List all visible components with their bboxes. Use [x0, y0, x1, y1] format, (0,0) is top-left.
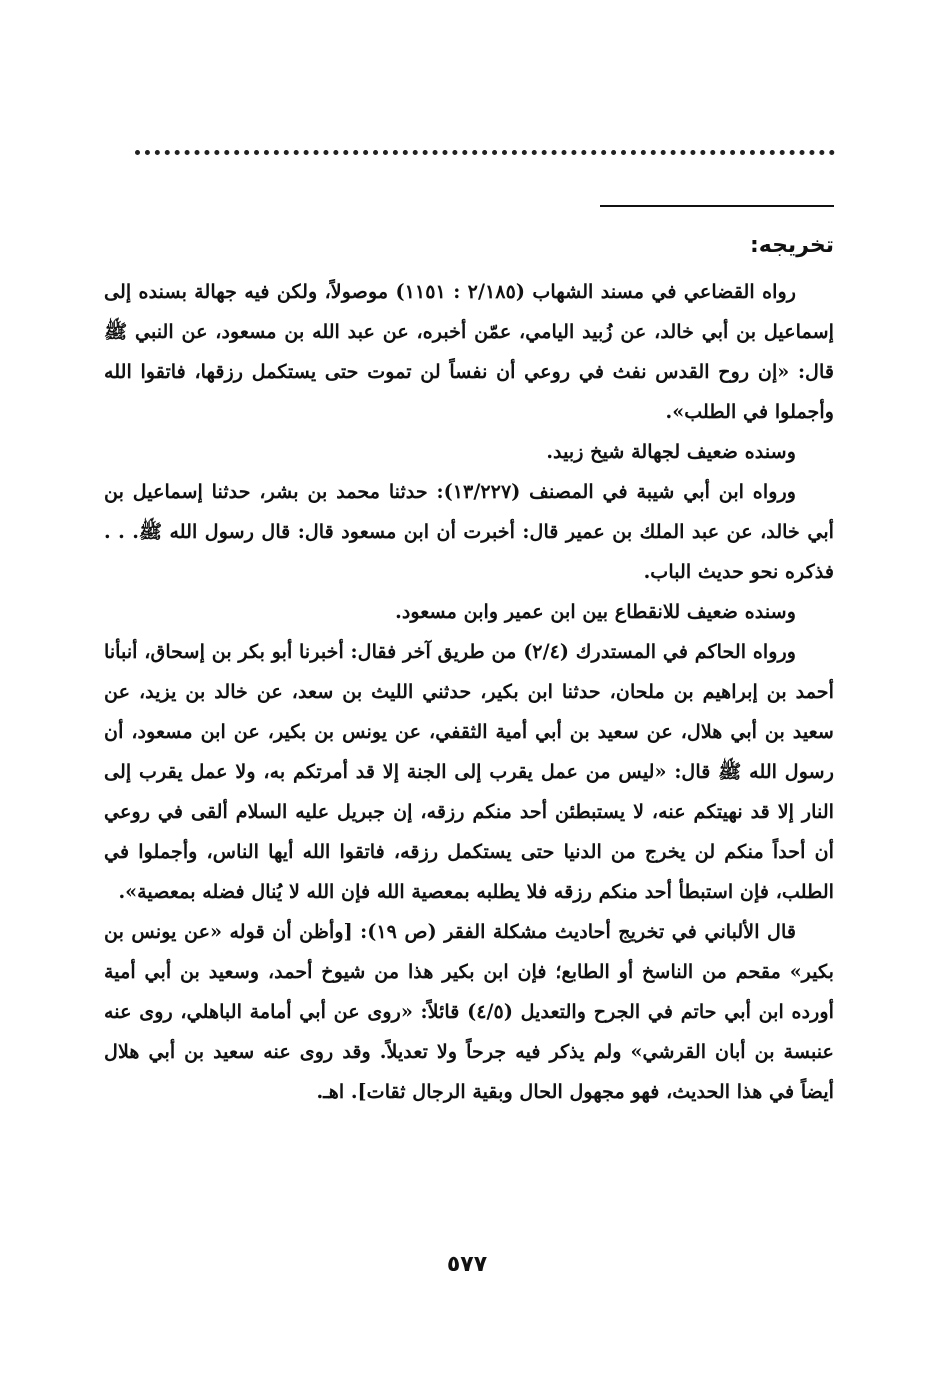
paragraph-3: ورواه ابن أبي شيبة في المصنف (١٣/٢٢٧): حدثنا محمد بن بشر، حدثنا إسماعيل بن أبي خالد، عن عبد الملك بن عمير قال: أخبرت أن ابن مسعود قال: قال رسول الله ﷺ. . . فذكره نحو حديث الباب. [104, 480, 834, 583]
paragraph-6: قال الألباني في تخريج أحاديث مشكلة الفقر (ص ١٩): [وأظن أن قوله «عن يونس بن بكير» مقحم من الناسخ أو الطابع؛ فإن ابن بكير هذا من شيوخ أحمد، وسعيد بن أبي أمية أورده ابن أبي حاتم في الجرح والتعديل (٤/٥) قائلاً: «روى عن أبي أمامة الباهلي، روى عنه عنبسة بن أبان القرشي» ولم يذكر فيه جرحاً ولا تعديلاً. وقد روى عنه سعيد بن أبي هلال أيضاً في هذا الحديث، فهو مجهول الحال وبقية الرجال ثقات]. اهـ. [104, 920, 834, 1103]
section-heading: تخريجه: [749, 233, 834, 258]
page-number: ٥٧٧ [446, 1252, 488, 1277]
paragraph-2: وسنده ضعيف لجهالة شيخ زبيد. [546, 440, 796, 463]
dotted-separator [135, 150, 835, 161]
paragraph-1: رواه القضاعي في مسند الشهاب (٢/١٨٥ : ١١٥١) موصولاً، ولكن فيه جهالة بسنده إلى إسماعيل بن أبي خالد، عن زُبيد اليامي، عمّن أخبره، عن عبد الله بن مسعود، عن النبي ﷺ قال: «إن روح القدس نفث في روعي أن نفساً لن تموت حتى يستكمل رزقها، فاتقوا الله وأجملوا في الطلب». [104, 280, 834, 423]
paragraph-5: ورواه الحاكم في المستدرك (٢/٤) من طريق آخر فقال: أخبرنا أبو بكر بن إسحاق، أنبأنا أحمد بن إبراهيم بن ملحان، حدثنا ابن بكير، حدثني الليث بن سعد، عن خالد بن يزيد، عن سعيد بن أبي هلال، عن سعيد بن أبي أمية الثقفي، عن يونس بن بكير، عن ابن مسعود، أن رسول الله ﷺ قال: «ليس من عمل يقرب إلى الجنة إلا قد أمرتكم به، ولا عمل يقرب إلى النار إلا قد نهيتكم عنه، لا يستبطئن أحد منكم رزقه، إن جبريل عليه السلام ألقى في روعي أن أحداً منكم لن يخرج من الدنيا حتى يستكمل رزقه، فاتقوا الله أيها الناس، وأجملوا في الطلب، فإن استبطأ أحد منكم رزقه فلا يطلبه بمعصية الله فإن الله لا يُنال فضله بمعصية». [104, 640, 834, 903]
paragraph-4: وسنده ضعيف للانقطاع بين ابن عمير وابن مسعود. [395, 600, 796, 623]
body-text [104, 272, 834, 1112]
footnote-rule [600, 205, 834, 207]
